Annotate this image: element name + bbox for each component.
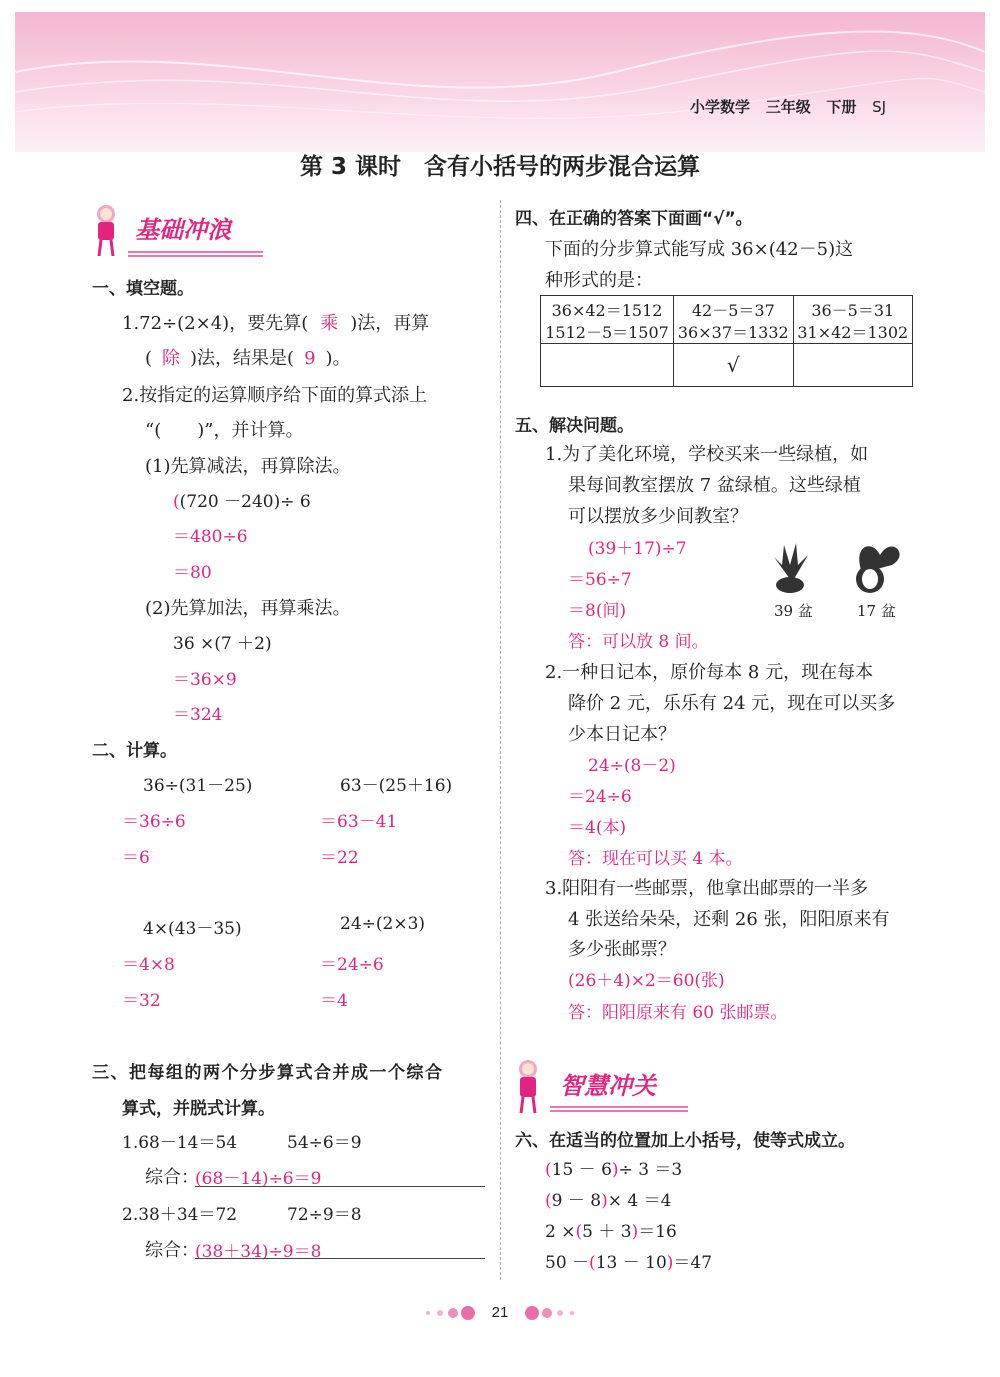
paren: ( bbox=[173, 492, 180, 512]
expr-text: 2 × bbox=[545, 1222, 576, 1242]
s1-q2-sub1-label: (1)先算减法，再算除法。 bbox=[145, 456, 351, 477]
s4-heading: 四、在正确的答案下面画“√”。 bbox=[515, 209, 753, 229]
potted-plant-icon bbox=[762, 535, 912, 600]
s5-q1-work: ＝56÷7 bbox=[568, 570, 632, 590]
s1-q2-line2: “( )”，并计算。 bbox=[145, 420, 304, 441]
mark-cell[interactable] bbox=[793, 344, 912, 387]
s4-line1: 下面的分步算式能写成 36×(42－5)这 bbox=[545, 239, 854, 260]
q1-text: )法，再算 bbox=[350, 313, 430, 334]
s6-heading: 六、在适当的位置加上小括号，使等式成立。 bbox=[515, 1131, 855, 1151]
paren: ) bbox=[601, 1191, 608, 1211]
s5-q2-work: ＝4(本) bbox=[568, 818, 627, 838]
s6-line bbox=[545, 1155, 682, 1180]
paren: ) bbox=[611, 1160, 619, 1180]
s2-item-step: ＝22 bbox=[320, 848, 359, 868]
s1-q1-line2 bbox=[145, 344, 351, 370]
s2-item-expr: 4×(43－35) bbox=[143, 919, 242, 939]
s2-item-step: ＝24÷6 bbox=[320, 955, 384, 975]
table-cell bbox=[793, 296, 912, 344]
s3-item-answer: (68－14)÷6＝9 bbox=[195, 1169, 322, 1189]
s3-item-a: 2.38＋34＝72 bbox=[122, 1205, 238, 1225]
q1-text: 1.72÷(2×4)，要先算( bbox=[122, 313, 309, 334]
s5-q1-work: (39＋17)÷7 bbox=[588, 539, 687, 559]
s2-item-step: ＝6 bbox=[122, 848, 150, 868]
expr-text: 9 － 8 bbox=[551, 1191, 602, 1211]
s5-q3-line: 多少张邮票？ bbox=[568, 939, 676, 960]
s4-line2: 种形式的是： bbox=[545, 270, 653, 291]
paren: ( bbox=[545, 1191, 552, 1211]
expr-text: ÷ 3 ＝3 bbox=[618, 1160, 683, 1180]
expr-text: ＝16 bbox=[638, 1222, 677, 1242]
badge-basic: 基础冲浪 bbox=[135, 216, 231, 244]
expr-text: 13 － 10 bbox=[595, 1253, 667, 1273]
s5-q1-line: 果每间教室摆放 7 盆绿植。这些绿植 bbox=[568, 475, 861, 496]
s1-q2-sub1-step1: ＝480÷6 bbox=[173, 527, 248, 547]
s2-item-step: ＝4×8 bbox=[122, 955, 175, 975]
expr-text: 50 － bbox=[545, 1253, 590, 1273]
s6-line bbox=[545, 1217, 677, 1242]
header-grade: 三年级 bbox=[765, 98, 811, 116]
expr-text: × 4 ＝4 bbox=[607, 1191, 672, 1211]
s1-q2-sub2-step1: ＝36×9 bbox=[173, 670, 237, 690]
q1-text: ( bbox=[145, 348, 153, 369]
expr-text: 15 － 6 bbox=[551, 1160, 612, 1180]
cell-line: 36－5＝31 bbox=[811, 301, 895, 320]
s2-item-expr: 63－(25＋16) bbox=[340, 776, 453, 796]
s2-item-expr: 24÷(2×3) bbox=[340, 914, 426, 934]
header-volume: 下册 bbox=[826, 98, 857, 116]
s5-q2-line: 少本日记本？ bbox=[568, 724, 676, 745]
s3-item-b: 54÷6＝9 bbox=[287, 1133, 362, 1153]
s5-q1-line: 1.为了美化环境，学校买来一些绿植，如 bbox=[545, 444, 869, 465]
header-info bbox=[690, 96, 886, 117]
cell-line: 36×37＝1332 bbox=[677, 322, 789, 342]
q1-answer-2: 除 bbox=[162, 348, 181, 369]
paren: ( bbox=[545, 1160, 552, 1180]
s1-q2-line1: 2.按指定的运算顺序给下面的算式添上 bbox=[122, 385, 428, 406]
expr-text: (720 －240)÷ 6 bbox=[179, 492, 311, 512]
answer-underline bbox=[195, 1186, 485, 1187]
s3-heading-1: 三、把每组的两个分步算式合并成一个综合 bbox=[92, 1063, 444, 1083]
s5-q1-line: 可以摆放多少间教室？ bbox=[568, 506, 748, 527]
cell-line: 42－5＝37 bbox=[691, 301, 775, 320]
s2-heading: 二、计算。 bbox=[92, 741, 177, 761]
paren: ) bbox=[631, 1222, 639, 1242]
s3-item-a: 1.68－14＝54 bbox=[122, 1133, 238, 1153]
q1-text: )。 bbox=[325, 348, 351, 369]
q1-answer-3: 9 bbox=[304, 348, 316, 369]
q1-text: )法，结果是( bbox=[190, 348, 295, 369]
s5-q3-answer: 答：阳阳原来有 60 张邮票。 bbox=[568, 1003, 788, 1023]
s2-item-expr: 36÷(31－25) bbox=[143, 776, 253, 796]
page-title: 第 3 课时 含有小括号的两步混合运算 bbox=[299, 154, 701, 180]
s5-q1-answer: 答：可以放 8 间。 bbox=[568, 632, 709, 652]
cell-line: 1512－5＝1507 bbox=[545, 322, 669, 342]
expr-text: 5 ＋ 3 bbox=[582, 1222, 632, 1242]
table-row bbox=[541, 344, 913, 387]
s6-line bbox=[545, 1186, 671, 1211]
s2-item-step: ＝63－41 bbox=[320, 812, 398, 832]
s1-q2-sub2-label: (2)先算加法，再算乘法。 bbox=[145, 598, 351, 619]
s2-item-step: ＝32 bbox=[122, 991, 161, 1011]
header-edition: SJ bbox=[872, 98, 887, 116]
s5-q2-line: 降价 2 元，乐乐有 24 元，现在可以买多 bbox=[568, 693, 896, 714]
expr-text: ＝47 bbox=[673, 1253, 713, 1273]
table-cell bbox=[674, 296, 793, 344]
s1-q2-sub1-step2: ＝80 bbox=[173, 563, 212, 583]
s1-q2-sub1-expr bbox=[173, 487, 311, 512]
s1-q2-sub2-expr: 36 ×(7 ＋2) bbox=[173, 634, 272, 654]
s3-item-b: 72÷9＝8 bbox=[287, 1205, 362, 1225]
header-subject: 小学数学 bbox=[690, 98, 751, 116]
paren: ) bbox=[666, 1253, 674, 1273]
s3-item-answer: (38＋34)÷9＝8 bbox=[195, 1242, 322, 1262]
table-cell bbox=[541, 296, 674, 344]
column-divider bbox=[500, 200, 501, 1280]
s3-heading-2: 算式，并脱式计算。 bbox=[122, 1099, 275, 1119]
answer-table bbox=[540, 295, 913, 387]
s6-line bbox=[545, 1248, 712, 1273]
s2-item-step: ＝36÷6 bbox=[122, 812, 186, 832]
s1-heading: 一、填空题。 bbox=[92, 279, 194, 299]
page-number: 21 bbox=[491, 1304, 509, 1321]
table-row bbox=[541, 296, 913, 344]
cell-line: 31×42＝1302 bbox=[797, 322, 909, 342]
mark-cell[interactable]: √ bbox=[674, 344, 793, 387]
paren: ( bbox=[575, 1222, 583, 1242]
s5-q2-work: ＝24÷6 bbox=[568, 787, 632, 807]
header-banner bbox=[15, 12, 985, 152]
s3-item-label: 综合： bbox=[145, 1167, 199, 1188]
plant-label-2: 17 盆 bbox=[857, 602, 896, 620]
s3-item-label: 综合： bbox=[145, 1240, 199, 1261]
plant-label-1: 39 盆 bbox=[774, 602, 813, 620]
s5-q2-answer: 答：现在可以买 4 本。 bbox=[568, 849, 743, 869]
s5-q3-work: (26＋4)×2＝60(张) bbox=[568, 971, 725, 991]
s1-q1-line1 bbox=[122, 309, 429, 335]
s2-item-step: ＝4 bbox=[320, 991, 348, 1011]
s5-q2-work: 24÷(8－2) bbox=[588, 756, 676, 776]
s5-heading: 五、解决问题。 bbox=[515, 416, 634, 436]
s5-q2-line: 2.一种日记本，原价每本 8 元，现在每本 bbox=[545, 662, 874, 683]
s5-q3-line: 3.阳阳有一些邮票，他拿出邮票的一半多 bbox=[545, 878, 869, 899]
q1-answer-1: 乘 bbox=[320, 313, 339, 334]
s5-q3-line: 4 张送给朵朵，还剩 26 张，阳阳原来有 bbox=[568, 909, 890, 930]
answer-underline bbox=[195, 1258, 485, 1259]
s5-q1-work: ＝8(间) bbox=[568, 601, 627, 621]
mark-cell[interactable] bbox=[541, 344, 674, 387]
badge-challenge: 智慧冲关 bbox=[560, 1072, 656, 1100]
cell-line: 36×42＝1512 bbox=[551, 301, 663, 320]
s1-q2-sub2-step2: ＝324 bbox=[173, 705, 223, 725]
paren: ( bbox=[589, 1253, 596, 1273]
